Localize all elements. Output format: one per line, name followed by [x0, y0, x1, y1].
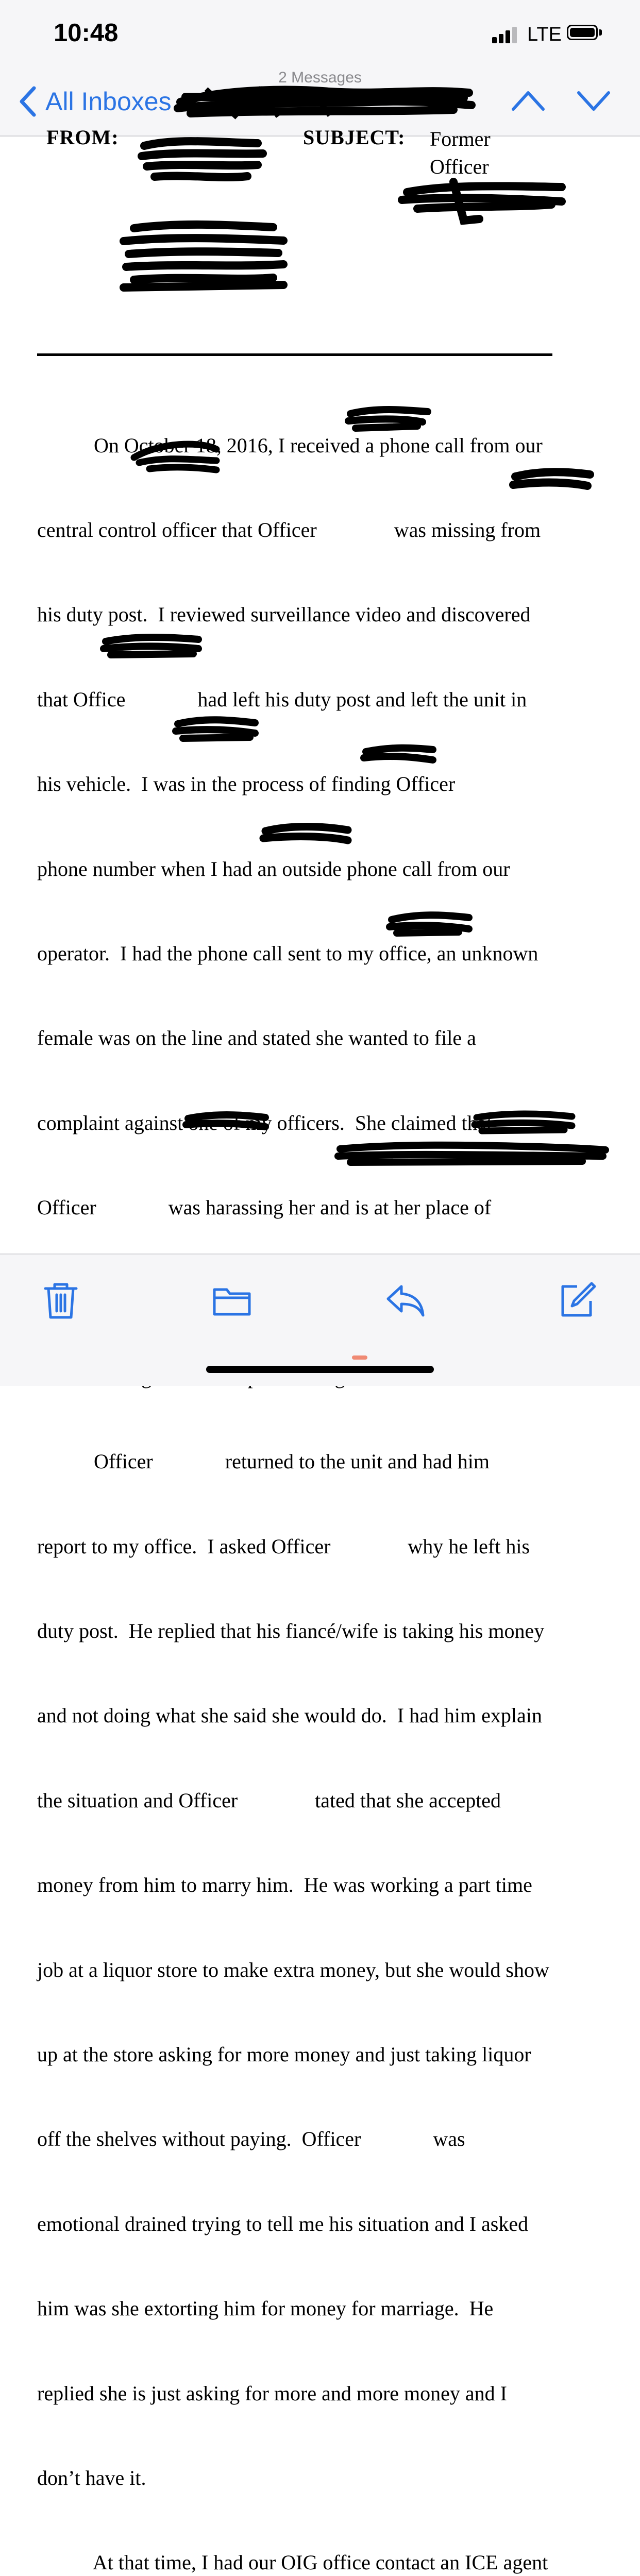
body-line: emotional drained trying to tell me his situation and I asked — [37, 2212, 529, 2235]
body-line: and not doing what she said she would do. I had him explain — [37, 1704, 542, 1727]
name-redaction — [100, 630, 204, 661]
email-document — [0, 126, 640, 2574]
letter-body — [37, 375, 604, 2576]
chevron-left-icon — [18, 85, 38, 118]
reply-icon[interactable] — [384, 1279, 425, 1320]
back-label: All Inboxes — [45, 87, 172, 116]
home-indicator-accent — [352, 1355, 367, 1360]
chevron-up-icon[interactable] — [510, 88, 546, 113]
name-redaction — [345, 403, 433, 434]
signal-icon — [492, 27, 519, 43]
name-redaction — [386, 908, 474, 939]
compose-icon[interactable] — [557, 1279, 598, 1320]
bottom-toolbar — [0, 1253, 640, 1386]
body-line: job at a liquor store to make extra money, but she would show — [37, 1958, 549, 1981]
body-line: the situation and Officer tated that she accepted — [37, 1788, 501, 1812]
body-line: money from him to marry him. He was working a part time — [37, 1873, 532, 1897]
body-line: up at the store asking for more money and just taking liquor — [37, 2043, 531, 2066]
body-line: complaint against one of my officers. She claimed that — [37, 1111, 493, 1134]
name-redaction — [183, 1109, 271, 1135]
message-count: 2 Messages — [278, 69, 362, 86]
folder-icon[interactable] — [211, 1279, 252, 1320]
trash-icon[interactable] — [40, 1279, 81, 1320]
header-redaction — [175, 81, 474, 120]
body-line: central control officer that Officer was missing from — [37, 518, 541, 541]
name-redaction — [510, 465, 595, 496]
chevron-down-icon[interactable] — [576, 88, 612, 113]
battery-icon — [567, 25, 598, 40]
body-line: that Office had left his duty post and left the unit in — [37, 687, 527, 711]
battery-tip — [599, 29, 602, 36]
name-redaction — [260, 820, 353, 851]
body-line: off the shelves without paying. Officer was — [37, 2127, 465, 2151]
name-redaction — [361, 742, 438, 768]
from-redaction — [134, 133, 268, 184]
body-line: report to my office. I asked Officer why he left his — [37, 1534, 530, 1558]
body-line: Officer returned to the unit and had him — [37, 1450, 490, 1473]
body-line: him was she extorting him for money for marriage. He — [37, 2297, 494, 2320]
status-time: 10:48 — [54, 19, 119, 47]
home-indicator[interactable] — [206, 1366, 434, 1373]
network-label: LTE — [527, 24, 562, 45]
body-line: On October 18, 2016, I received a phone call from our — [37, 433, 543, 457]
name-redaction — [129, 437, 222, 478]
body-line: his duty post. I reviewed surveillance video and discovered — [37, 603, 531, 626]
body-line: replied she is just asking for more and more money and I — [37, 2381, 507, 2405]
body-line: At that time, I had our OIG office contact an ICE agent — [37, 2551, 548, 2574]
body-line: phone number when I had an outside phone call from our — [37, 857, 510, 880]
name-redaction — [173, 714, 260, 744]
subject-label: SUBJECT: — [303, 126, 406, 149]
subject-line: Officer — [430, 155, 489, 178]
all-inboxes-back-button[interactable] — [18, 83, 172, 120]
body-line: operator. I had the phone call sent to my office, an unknown — [37, 941, 538, 965]
body-line: his vehicle. I was in the process of finding Officer — [37, 772, 456, 796]
body-line: female was on the line and stated she wanted to file a — [37, 1026, 476, 1050]
subject-redaction — [397, 172, 567, 228]
address-redaction — [335, 1138, 611, 1168]
subject-line: Former — [430, 127, 491, 150]
from-label: FROM: — [46, 126, 119, 149]
top-bar — [0, 0, 640, 137]
body-line: don’t have it. — [37, 2466, 146, 2489]
name-redaction — [471, 1108, 577, 1137]
from-address-redaction — [119, 218, 289, 295]
body-line: Officer was harassing her and is at her place of — [37, 1196, 492, 1219]
divider-rule — [37, 353, 552, 356]
body-line: duty post. He replied that his fiancé/wife is taking his money — [37, 1619, 545, 1643]
